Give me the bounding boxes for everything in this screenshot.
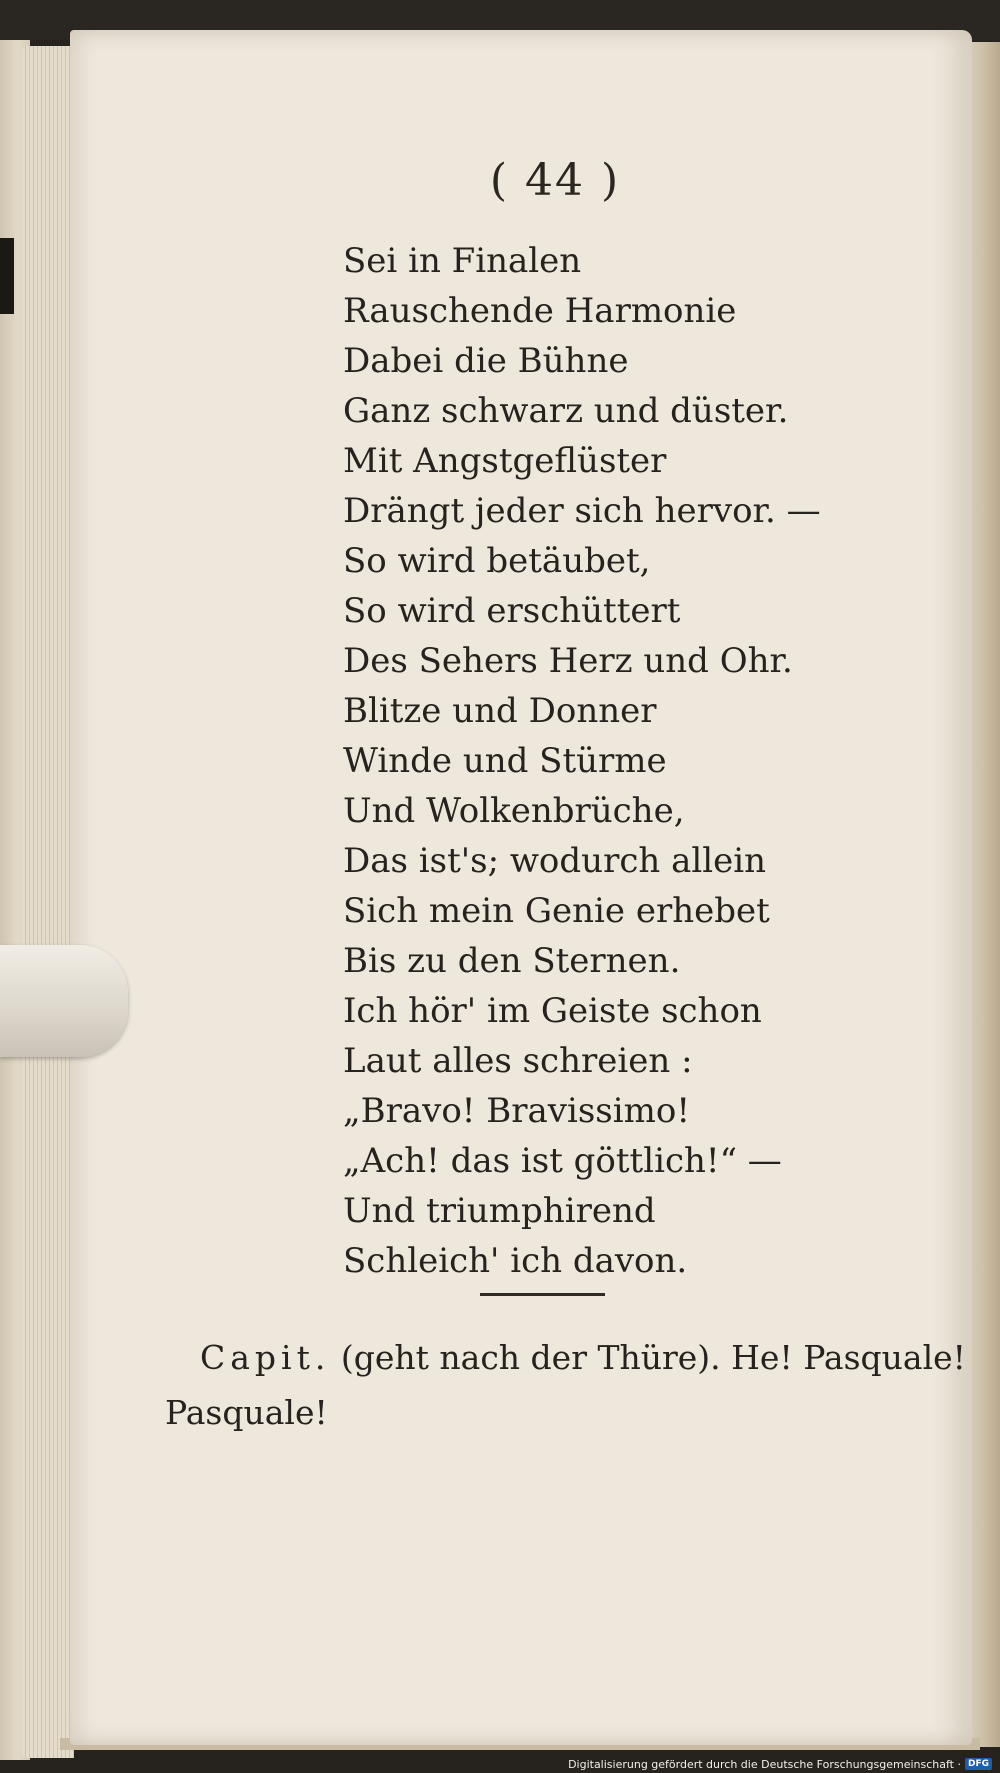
verse-line: Schleich' ich davon. [343,1241,688,1281]
verse-line: Blitze und Donner [343,691,657,731]
dfg-logo-icon: DFG [965,1758,992,1770]
verse-line: Ganz schwarz und düster. [343,391,789,431]
verse-line: Bis zu den Sternen. [343,941,681,981]
right-page-edge [968,42,1000,1747]
page-clip-tab [0,945,128,1057]
verse-line: So wird erschüttert [343,591,681,631]
verse-line: Winde und Stürme [343,741,667,781]
verse-line: Das ist's; wodurch allein [343,841,766,881]
verse-line: Und Wolkenbrüche, [343,791,685,831]
stage-direction-text: (geht nach der Thüre). He! Pasquale! [340,1338,966,1377]
verse-line: Laut alles schreien : [343,1041,693,1081]
verse-line: Ich hör' im Geiste schon [343,991,762,1031]
verse-line: So wird betäubet, [343,541,651,581]
credit-text: Digitalisierung gefördert durch die Deutsche Forschungsgemeinschaft · [568,1757,961,1771]
speaker-name: Capit. [200,1338,331,1377]
page-number: ( 44 ) [489,155,621,206]
verse-line: Mit Angstgeflüster [343,441,667,481]
page-stack-edge [22,46,74,1758]
verse-line: „Ach! das ist göttlich!“ — [343,1141,782,1181]
verse-line: Drängt jeder sich hervor. — [343,491,821,531]
verse-block [343,236,821,1286]
verse-line: Dabei die Bühne [343,341,629,381]
left-page-ink-mark [0,238,14,314]
stage-direction-continuation: Pasquale! [165,1393,328,1432]
verse-line: Rauschende Harmonie [343,291,737,331]
verse-line: Sei in Finalen [343,241,582,281]
stage-direction [200,1338,966,1377]
verse-line: „Bravo! Bravissimo! [343,1091,691,1131]
verse-line: Und triumphirend [343,1191,656,1231]
verse-line: Sich mein Genie erhebet [343,891,770,931]
verse-line: Des Sehers Herz und Ohr. [343,641,793,681]
section-divider [480,1293,605,1296]
digitization-credit [568,1756,992,1772]
